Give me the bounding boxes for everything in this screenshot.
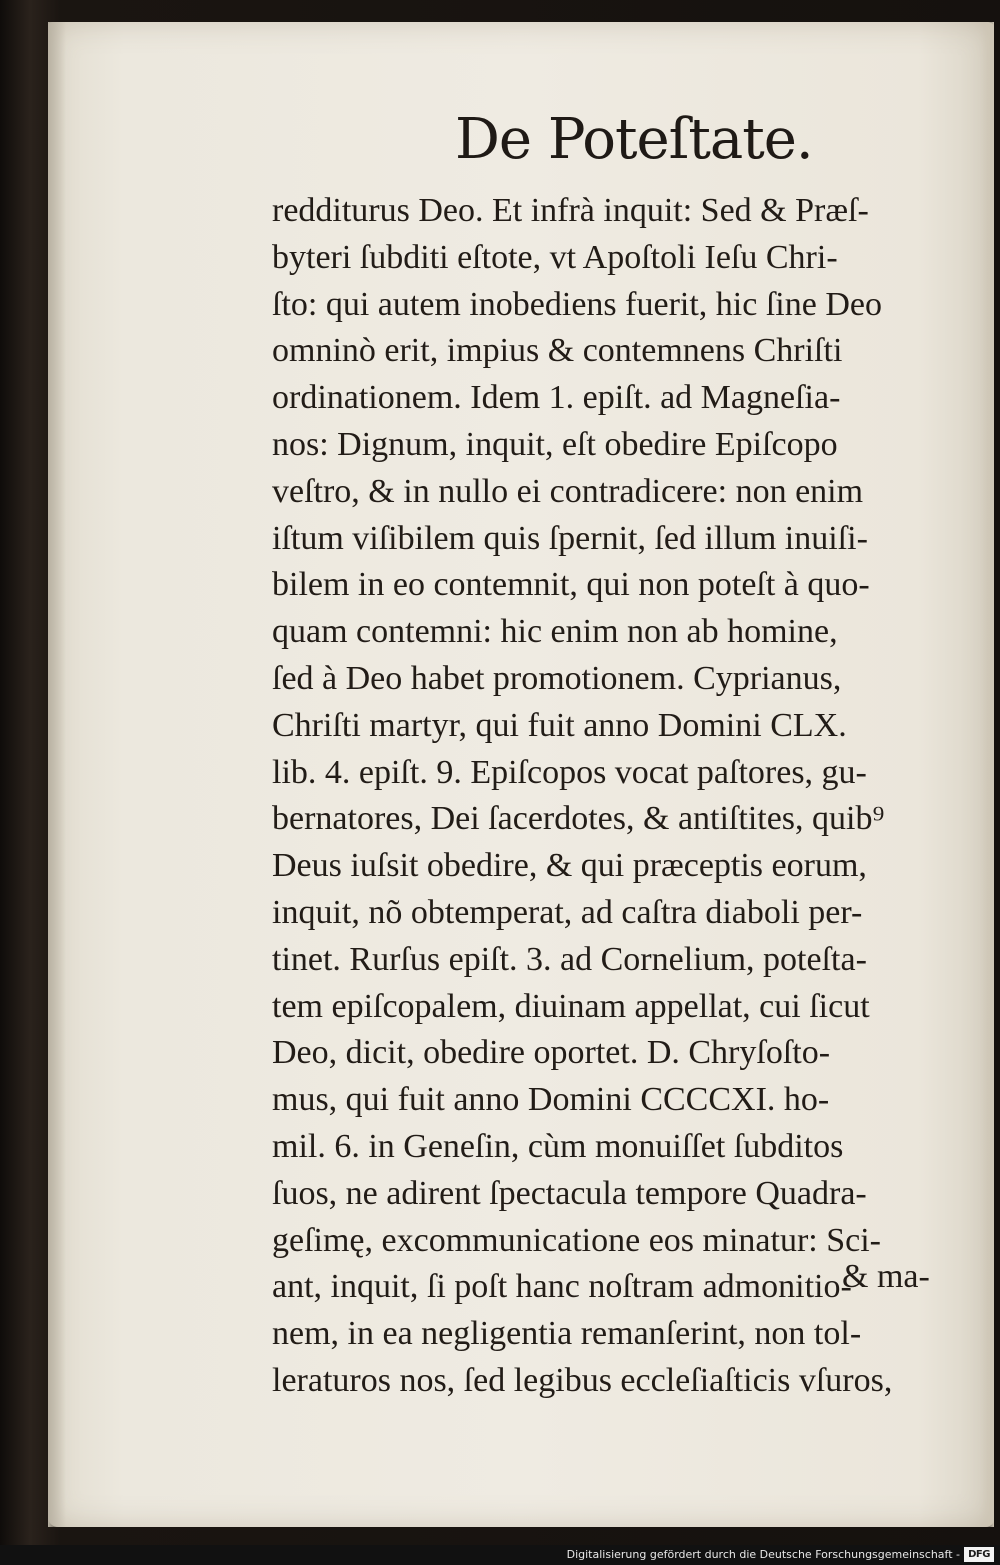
text-line: ſto: qui autem inobediens fuerit, hic ſine Deo [272, 285, 882, 323]
text-line: ſuos, ne adirent ſpectacula tempore Quadra- [272, 1174, 867, 1212]
text-line: inquit, nõ obtemperat, ad caſtra diaboli per- [272, 893, 863, 931]
catchword: & ma- [842, 1258, 930, 1295]
text-line: iſtum viſibilem quis ſpernit, ſed illum inuiſi- [272, 519, 868, 557]
footer-credit: Digitalisierung gefördert durch die Deutsche Forschungsgemeinschaft - [566, 1548, 960, 1561]
page-gutter-shadow [48, 22, 66, 1527]
body-text [272, 188, 952, 1405]
text-line: redditurus Deo. Et infrà inquit: Sed & Præſ- [272, 192, 869, 229]
text-line: leraturos nos, ſed legibus eccleſiaſticis vſuros, [272, 1361, 893, 1399]
text-line: tem epiſcopalem, diuinam appellat, cui ſicut [272, 987, 870, 1025]
text-line: Deus iuſsit obedire, & qui præceptis eorum, [272, 847, 867, 885]
page-edge-shadow [982, 22, 994, 1527]
text-line: ordinationem. Idem 1. epiſt. ad Magneſia- [272, 379, 841, 417]
text-line: ant, inquit, ſi poſt hanc noſtram admonitio- [272, 1268, 852, 1306]
running-header: De Poteſtate. [455, 107, 813, 172]
text-line: mil. 6. in Geneſin, cùm monuiſſet ſubditos [272, 1127, 844, 1165]
text-line: bernatores, Dei ſacerdotes, & antiſtites, quib⁹ [272, 800, 885, 838]
text-line: lib. 4. epiſt. 9. Epiſcopos vocat paſtores, gu- [272, 753, 867, 791]
text-line: mus, qui fuit anno Domini CCCCXI. ho- [272, 1081, 830, 1119]
text-line: bilem in eo contemnit, qui non poteſt à quo- [272, 566, 870, 604]
text-line: omninò erit, impius & contemnens Chriſti [272, 332, 843, 370]
text-line: ſed à Deo habet promotionem. Cyprianus, [272, 659, 842, 697]
dfg-logo-icon: DFG [964, 1547, 994, 1562]
text-line: tinet. Rurſus epiſt. 3. ad Cornelium, poteſta- [272, 940, 867, 978]
text-line: Deo, dicit, obedire oportet. D. Chryſoſto- [272, 1034, 831, 1072]
text-line: veſtro, & in nullo ei contradicere: non enim [272, 472, 864, 510]
text-line: nos: Dignum, inquit, eſt obedire Epiſcopo [272, 425, 838, 463]
text-line: Chriſti martyr, qui fuit anno Domini CLX. [272, 706, 847, 744]
text-line: geſimę, excommunicatione eos minatur: Sci- [272, 1221, 881, 1259]
text-line: nem, in ea negligentia remanſerint, non tol- [272, 1315, 862, 1353]
text-line: quam contemni: hic enim non ab homine, [272, 613, 838, 651]
text-line: byteri ſubditi eſtote, vt Apoſtoli Ieſu Chri- [272, 238, 838, 276]
